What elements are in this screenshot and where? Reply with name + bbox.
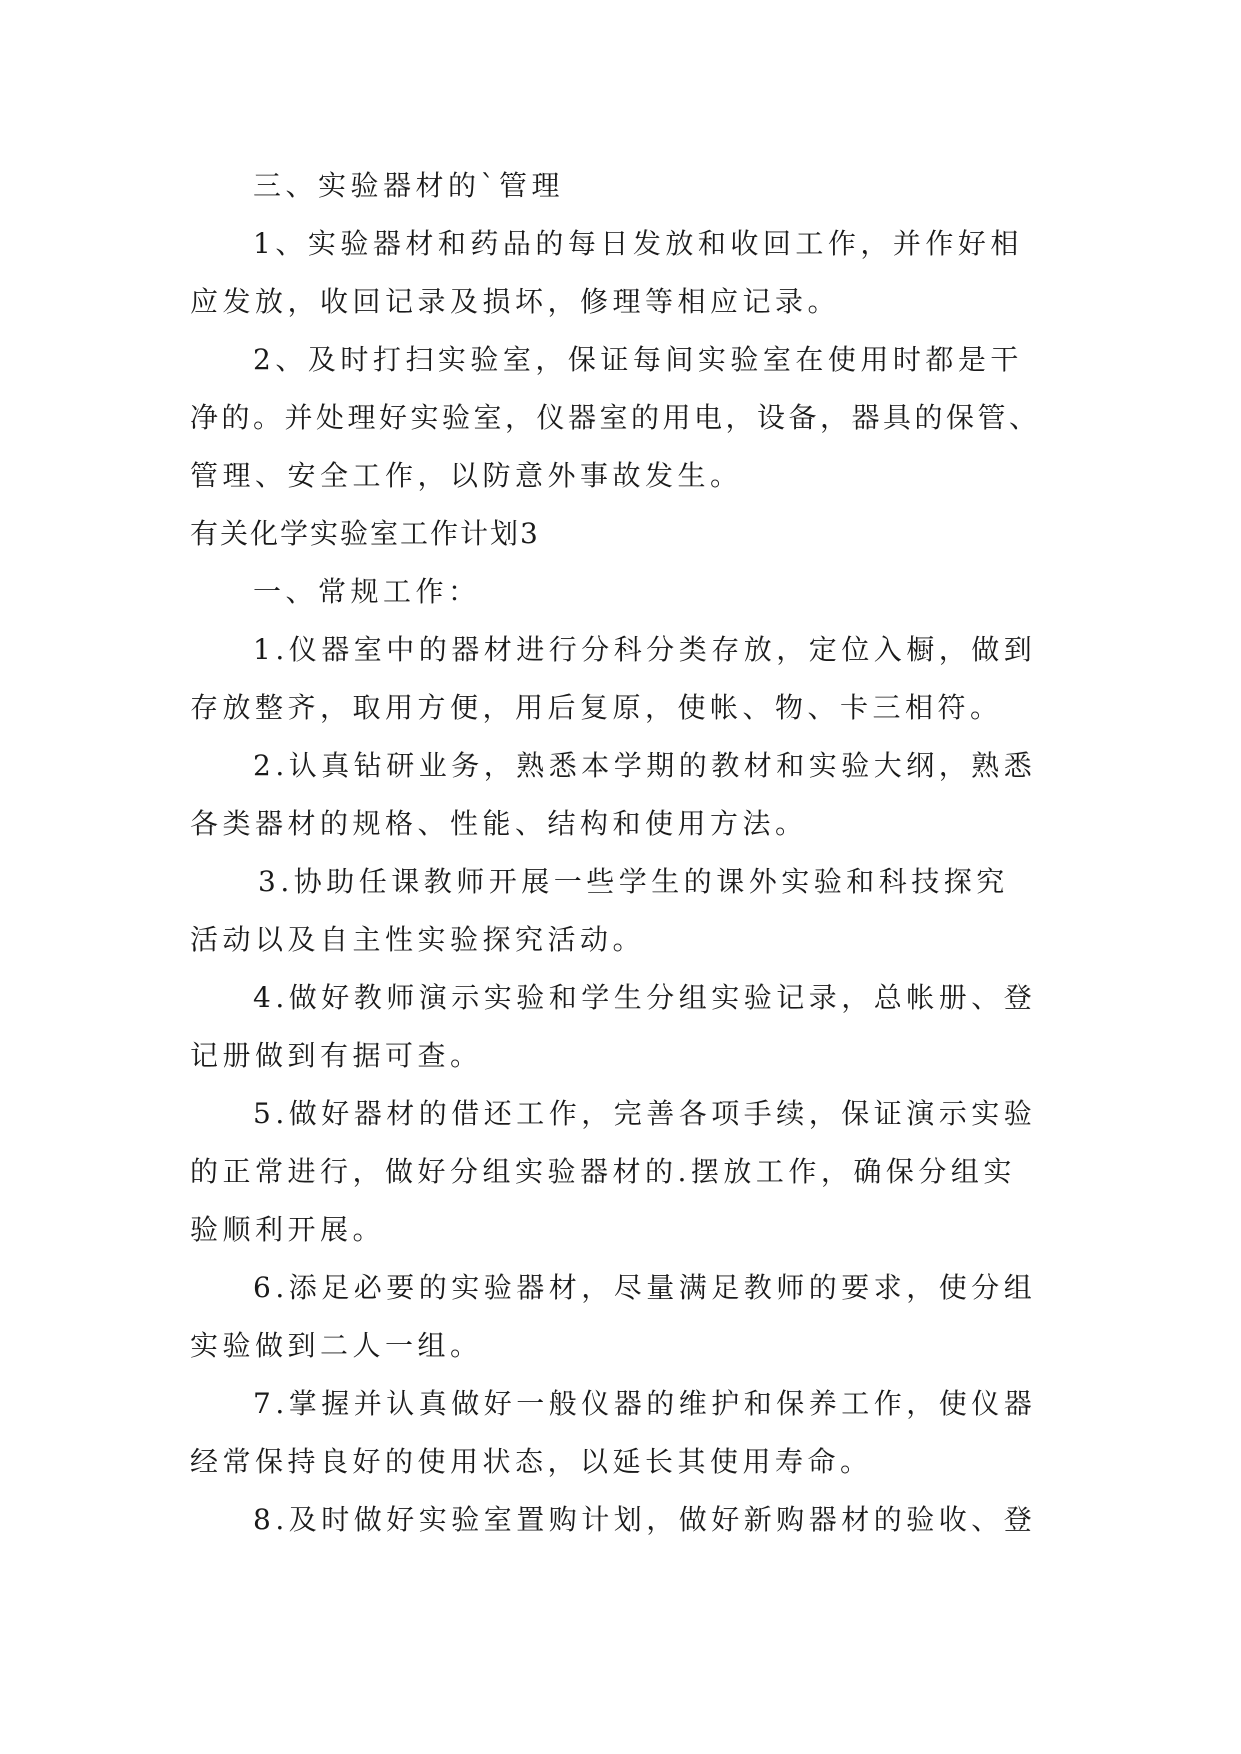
- paragraph-line: 实验做到二人一组。: [190, 1329, 483, 1362]
- paragraph-line: 1.仪器室中的器材进行分科分类存放，定位入橱，做到: [253, 633, 1037, 666]
- paragraph-line: 记册做到有据可查。: [190, 1039, 483, 1072]
- paragraph-line: 7.掌握并认真做好一般仪器的维护和保养工作，使仪器: [253, 1387, 1037, 1420]
- section-heading: 一、常规工作：: [253, 575, 481, 608]
- paragraph-line: 活动以及自主性实验探究活动。: [190, 923, 646, 956]
- paragraph-line: 净的。并处理好实验室，仪器室的用电，设备，器具的保管、: [190, 401, 1041, 434]
- paragraph-line: 各类器材的规格、性能、结构和使用方法。: [190, 807, 808, 840]
- paragraph-line: 的正常进行，做好分组实验器材的.摆放工作，确保分组实: [190, 1155, 1016, 1188]
- paragraph-line: 5.做好器材的借还工作，完善各项手续，保证演示实验: [253, 1097, 1037, 1130]
- paragraph-line: 应发放，收回记录及损坏，修理等相应记录。: [190, 285, 841, 318]
- document-title: 有关化学实验室工作计划3: [190, 517, 540, 550]
- paragraph-line: 8.及时做好实验室置购计划，做好新购器材的验收、登: [253, 1503, 1037, 1536]
- paragraph-line: 验顺利开展。: [190, 1213, 386, 1246]
- paragraph-line: 存放整齐，取用方便，用后复原，使帐、物、卡三相符。: [190, 691, 1003, 724]
- paragraph-line: 经常保持良好的使用状态，以延长其使用寿命。: [190, 1445, 873, 1478]
- paragraph-line: 2.认真钻研业务，熟悉本学期的教材和实验大纲，熟悉: [253, 749, 1037, 782]
- paragraph-line: 2、及时打扫实验室，保证每间实验室在使用时都是干: [253, 343, 1023, 376]
- section-heading: 三、实验器材的`管理: [253, 169, 565, 202]
- paragraph-line: 3.协助任课教师开展一些学生的课外实验和科技探究: [258, 865, 1009, 898]
- paragraph-line: 6.添足必要的实验器材，尽量满足教师的要求，使分组: [253, 1271, 1037, 1304]
- paragraph-line: 4.做好教师演示实验和学生分组实验记录，总帐册、登: [253, 981, 1037, 1014]
- paragraph-line: 1、实验器材和药品的每日发放和收回工作，并作好相: [253, 227, 1023, 260]
- paragraph-line: 管理、安全工作，以防意外事故发生。: [190, 459, 743, 492]
